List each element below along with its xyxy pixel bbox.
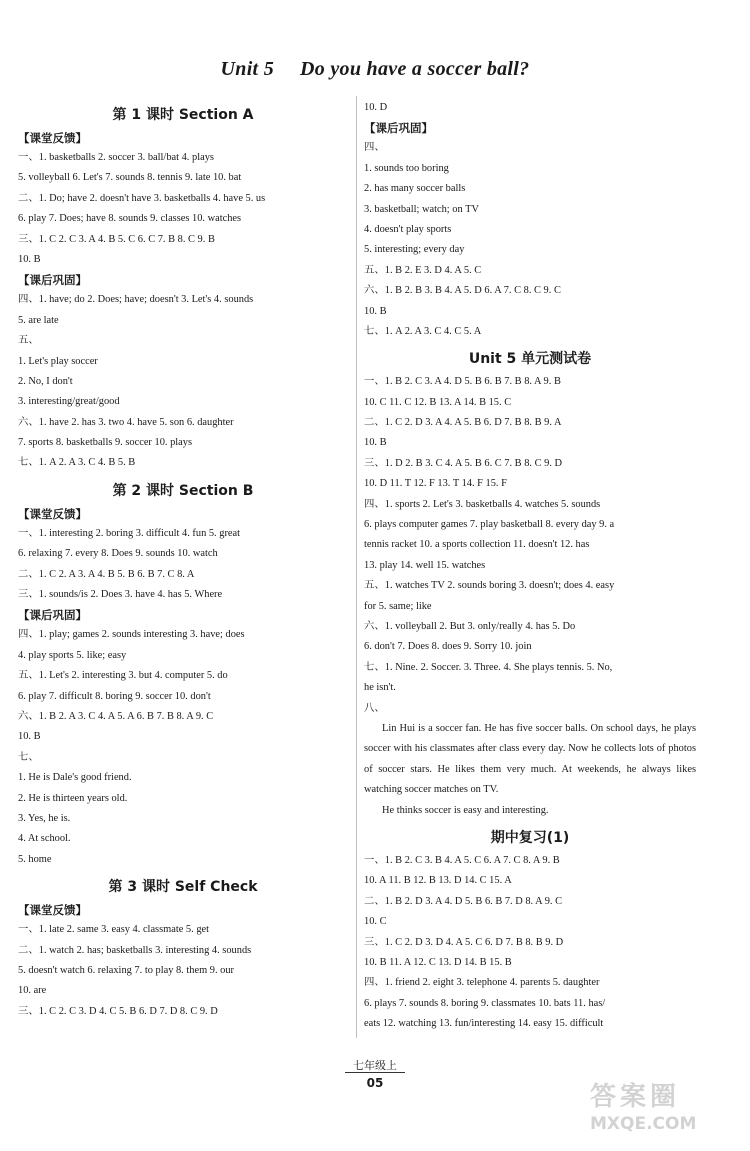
answer-line: 五、1. Let's 2. interesting 3. but 4. computer 5. do xyxy=(18,670,228,682)
answer-line: 2. No, I don't xyxy=(18,375,73,387)
section-tag: 【课后巩固】 xyxy=(18,273,87,288)
answer-line: 二、1. Do; have 2. doesn't have 3. basketballs 4. have 5. us xyxy=(18,192,266,204)
answer-line: 10. C 11. C 12. B 13. A 14. B 15. C xyxy=(364,396,512,408)
answer-line: 7. sports 8. basketballs 9. soccer 10. plays xyxy=(18,437,193,449)
answer-line: 10. A 11. B 12. B 13. D 14. C 15. A xyxy=(364,875,512,887)
answer-line: 6. play 7. difficult 8. boring 9. soccer 10. don't xyxy=(18,690,211,702)
answer-line: 八、 xyxy=(364,702,385,714)
answer-line: 6. relaxing 7. every 8. Does 9. sounds 10. watch xyxy=(18,548,218,560)
watermark-logo xyxy=(590,1081,740,1143)
answer-line: 6. don't 7. Does 8. does 9. Sorry 10. join xyxy=(364,641,532,653)
answer-line: 七、1. A 2. A 3. C 4. C 5. A xyxy=(364,325,482,337)
answer-line: 五、1. watches TV 2. sounds boring 3. doesn't; does 4. easy xyxy=(364,580,615,592)
answer-line: 四、 xyxy=(364,142,385,154)
answer-line: 四、1. have; do 2. Does; have; doesn't 3. Let's 4. sounds xyxy=(18,294,254,306)
answer-line: 2. has many soccer balls xyxy=(364,183,466,195)
section-tag: 【课堂反馈】 xyxy=(18,506,87,521)
answer-line: 10. B xyxy=(18,731,41,743)
answer-line: 5. interesting; every day xyxy=(364,244,465,256)
answer-line: 三、1. D 2. B 3. C 4. A 5. B 6. C 7. B 8. C 9. D xyxy=(364,457,563,469)
answer-line: tennis racket 10. a sports collection 11. doesn't 12. has xyxy=(364,539,590,551)
answer-line: 二、1. C 2. A 3. A 4. B 5. B 6. B 7. C 8. A xyxy=(18,568,195,580)
answer-line: 2. He is thirteen years old. xyxy=(18,792,128,804)
answer-line: 七、1. A 2. A 3. C 4. B 5. B xyxy=(18,457,136,469)
footer-grade: 七年级上 xyxy=(353,1059,397,1072)
answer-line: 一、1. B 2. C 3. A 4. D 5. B 6. B 7. B 8. A 9. B xyxy=(364,376,561,388)
answer-line: 四、1. friend 2. eight 3. telephone 4. parents 5. daughter xyxy=(364,977,600,989)
answer-line: 七、 xyxy=(18,751,39,763)
essay-paragraph: He thinks soccer is easy and interesting. xyxy=(382,804,549,816)
answer-line: 1. He is Dale's good friend. xyxy=(18,772,132,784)
answer-line: 4. play sports 5. like; easy xyxy=(18,649,127,661)
answer-line: 一、1. B 2. C 3. B 4. A 5. C 6. A 7. C 8. A 9. B xyxy=(364,854,560,866)
answer-line: 五、 xyxy=(18,335,39,347)
unit-question: Do you have a soccer ball? xyxy=(300,58,530,80)
section-heading: 第 1 课时 Section A xyxy=(112,107,254,123)
section-heading: 第 3 课时 Self Check xyxy=(108,879,258,896)
answer-line: 5. are late xyxy=(18,314,59,326)
answer-line: 六、1. volleyball 2. But 3. only/really 4. has 5. Do xyxy=(364,620,576,632)
answer-line: 七、1. Nine. 2. Soccer. 3. Three. 4. She plays tennis. 5. No, xyxy=(364,661,613,673)
left-column xyxy=(18,98,348,1022)
answer-line: 1. sounds too boring xyxy=(364,162,449,174)
answer-line: 五、1. B 2. E 3. D 4. A 5. C xyxy=(364,264,482,276)
column-divider xyxy=(356,96,357,1038)
answer-line: 六、1. have 2. has 3. two 4. have 5. son 6. daughter xyxy=(18,416,234,428)
answer-line: 一、1. basketballs 2. soccer 3. ball/bat 4. plays xyxy=(18,152,214,163)
answer-line: 5. doesn't watch 6. relaxing 7. to play 8. them 9. our xyxy=(18,964,234,976)
answer-line: 6. plays 7. sounds 8. boring 9. classmates 10. bats 11. has/ xyxy=(364,997,606,1009)
answer-line: he isn't. xyxy=(364,682,396,694)
answer-line: 5. home xyxy=(18,853,52,865)
answer-line: 3. Yes, he is. xyxy=(18,812,71,824)
page-title xyxy=(0,58,750,81)
watermark-url: MXQE.COM xyxy=(590,1114,697,1134)
answer-line: 一、1. interesting 2. boring 3. difficult 4. fun 5. great xyxy=(18,527,241,539)
answer-line: 二、1. C 2. D 3. A 4. A 5. B 6. D 7. B 8. B 9. A xyxy=(364,417,562,429)
answer-line: 3. basketball; watch; on TV xyxy=(364,203,479,215)
section-heading: 期中复习(1) xyxy=(490,829,570,846)
answer-line: 6. plays computer games 7. play basketball 8. every day 9. a xyxy=(364,519,615,531)
section-heading: 第 2 课时 Section B xyxy=(112,482,254,499)
answer-line: 三、1. sounds/is 2. Does 3. have 4. has 5. Where xyxy=(18,589,223,601)
answer-line: 10. B xyxy=(364,305,387,317)
answer-line: 四、1. play; games 2. sounds interesting 3. have; does xyxy=(18,629,245,641)
answer-line: 六、1. B 2. A 3. C 4. A 5. A 6. B 7. B 8. A 9. C xyxy=(18,710,214,722)
answer-line: 二、1. watch 2. has; basketballs 3. interesting 4. sounds xyxy=(18,944,252,956)
answer-line: 三、1. C 2. D 3. D 4. A 5. C 6. D 7. B 8. B 9. D xyxy=(364,936,564,948)
answer-line: 10. B xyxy=(364,437,387,449)
answer-line: 4. At school. xyxy=(18,833,71,845)
answer-line: 10. are xyxy=(18,985,47,997)
answer-line: 三、1. C 2. C 3. A 4. B 5. C 6. C 7. B 8. C 9. B xyxy=(18,233,215,245)
answer-line: 10. B xyxy=(18,253,41,265)
essay-paragraph: Lin Hui is a soccer fan. He has five soccer balls. On school days, he plays soccer with his classmates after class every day. Now he collects lots of photos of soccer stars. He likes them very much. At weekends, he always likes watching soccer matches on TV. xyxy=(364,722,696,796)
section-heading: Unit 5 单元测试卷 xyxy=(468,351,592,368)
answer-line: 10. D 11. T 12. F 13. T 14. F 15. F xyxy=(364,478,507,490)
answer-line: for 5. same; like xyxy=(364,600,432,612)
answer-line: eats 12. watching 13. fun/interesting 14. easy 15. difficult xyxy=(364,1018,604,1030)
answer-line: 10. D xyxy=(364,102,388,113)
footer-rule xyxy=(345,1072,405,1073)
section-tag: 【课后巩固】 xyxy=(18,608,87,623)
answer-line: 10. B 11. A 12. C 13. D 14. B 15. B xyxy=(364,956,512,968)
section-tag: 【课堂反馈】 xyxy=(18,903,87,918)
answer-line: 4. doesn't play sports xyxy=(364,223,452,235)
section-tag: 【课堂反馈】 xyxy=(18,131,87,145)
answer-line: 二、1. B 2. D 3. A 4. D 5. B 6. B 7. D 8. A 9. C xyxy=(364,895,563,907)
answer-line: 6. play 7. Does; have 8. sounds 9. classes 10. watches xyxy=(18,213,242,225)
answer-line: 1. Let's play soccer xyxy=(18,355,98,367)
answer-line: 六、1. B 2. B 3. B 4. A 5. D 6. A 7. C 8. C 9. C xyxy=(364,285,561,297)
section-tag: 【课后巩固】 xyxy=(364,121,433,136)
right-column xyxy=(364,98,696,1034)
answer-line: 10. C xyxy=(364,916,387,928)
answer-line: 四、1. sports 2. Let's 3. basketballs 4. watches 5. sounds xyxy=(364,498,601,510)
answer-line: 5. volleyball 6. Let's 7. sounds 8. tennis 9. late 10. bat xyxy=(18,172,242,184)
answer-line: 13. play 14. well 15. watches xyxy=(364,559,486,571)
answer-line: 三、1. C 2. C 3. D 4. C 5. B 6. D 7. D 8. C 9. D xyxy=(18,1005,218,1017)
watermark-text: 答案圈 xyxy=(590,1082,681,1112)
page-number: 05 xyxy=(366,1076,384,1090)
unit-label: Unit 5 xyxy=(220,58,275,80)
answer-line: 3. interesting/great/good xyxy=(18,396,120,408)
answer-line: 一、1. late 2. same 3. easy 4. classmate 5. get xyxy=(18,924,210,936)
